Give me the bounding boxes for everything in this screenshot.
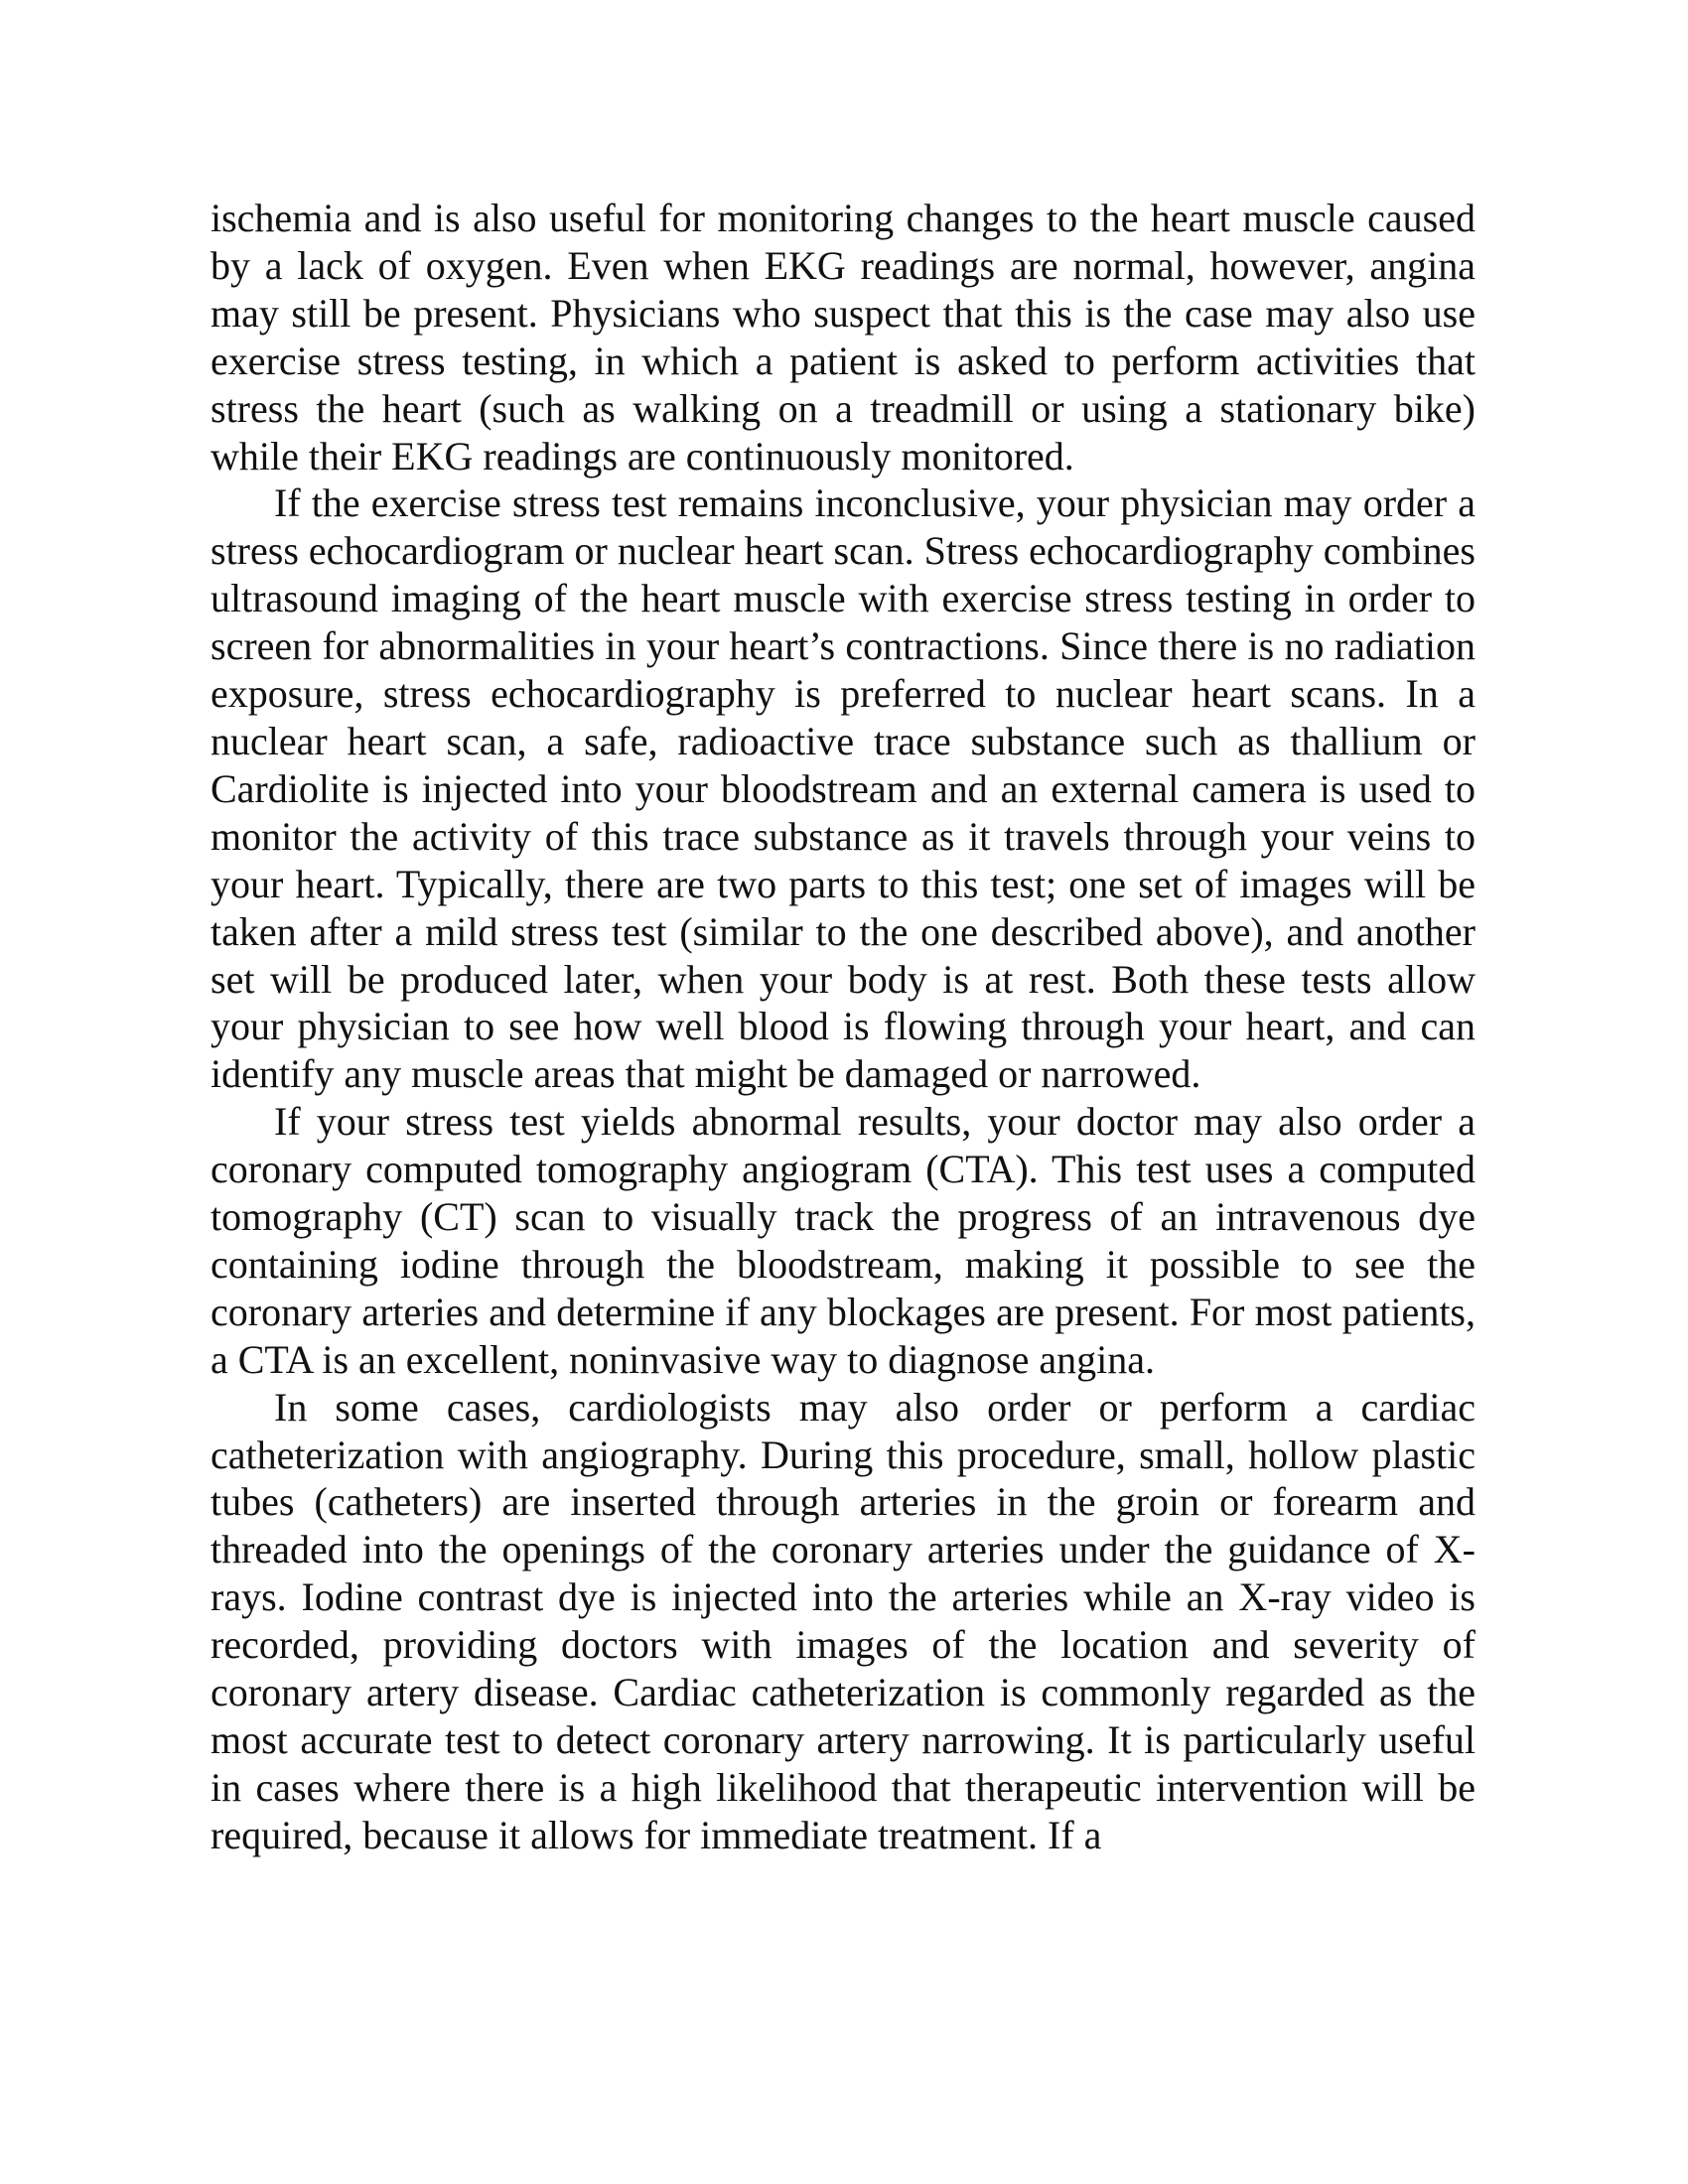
- document-page: [211, 195, 1476, 1859]
- paragraph-coronary-cta: If your stress test yields abnormal results, your doctor may also order a coronary computed tomography angiogram (CTA). This test uses a computed tomography (CT) scan to visually track the progress of an intravenous dye containing iodine through the bloodstream, making it possible to see the coronary arteries and determine if any blockages are present. For most patients, a CTA is an excellent, noninvasive way to diagnose angina.: [211, 1099, 1476, 1382]
- paragraph-cardiac-catheterization: In some cases, cardiologists may also order or perform a cardiac catheterization with angiography. During this procedure, small, hollow plastic tubes (catheters) are inserted through arteries in the groin or forearm and threaded into the openings of the coronary arteries under the guidance of X-rays. Iodine contrast dye is injected into the arteries while an X-ray video is recorded, providing doctors with images of the location and severity of coronary artery disease. Cardiac catheterization is commonly regarded as the most accurate test to detect coronary artery narrowing. It is particularly useful in cases where there is a high likelihood that therapeutic intervention will be required, because it allows for immediate treatment. If a: [211, 1384, 1476, 1857]
- paragraph-ekg-monitoring: ischemia and is also useful for monitoring changes to the heart muscle caused by a lack of oxygen. Even when EKG readings are normal, however, angina may still be present. Physicians who suspect that this is the case may also use exercise stress testing, in which a patient is asked to perform activities that stress the heart (such as walking on a treadmill or using a stationary bike) while their EKG readings are continuously monitored.: [211, 196, 1476, 478]
- paragraph-stress-echocardiogram: If the exercise stress test remains inconclusive, your physician may order a stress echocardiogram or nuclear heart scan. Stress echocardiography combines ultrasound imaging of the heart muscle with exercise stress testing in order to screen for abnormalities in your heart’s contractions. Since there is no radiation exposure, stress echocardiography is preferred to nuclear heart scans. In a nuclear heart scan, a safe, radioactive trace substance such as thallium or Cardiolite is injected into your bloodstream and an external camera is used to monitor the activity of this trace substance as it travels through your veins to your heart. Typically, there are two parts to this test; one set of images will be taken after a mild stress test (similar to the one described above), and another set will be produced later, when your body is at rest. Both these tests allow your physician to see how well blood is flowing through your heart, and can identify any muscle areas that might be damaged or narrowed.: [211, 480, 1476, 1097]
